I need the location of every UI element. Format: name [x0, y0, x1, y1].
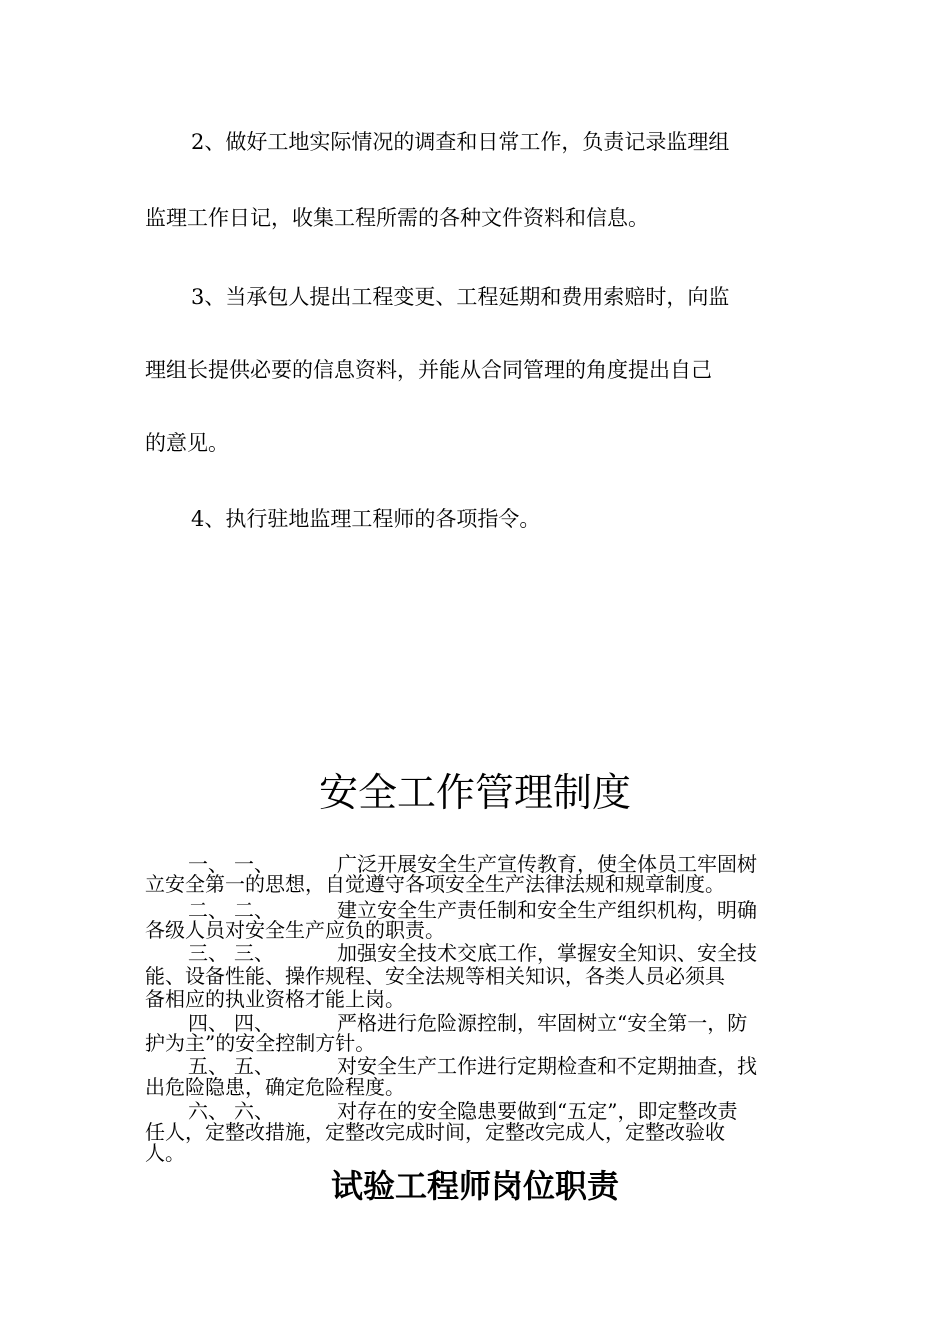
- safety-item-4-marker-repeat: 四、: [234, 1011, 274, 1035]
- safety-item-5-text: 对安全生产工作进行定期检查和不定期抽查，找: [337, 1054, 757, 1078]
- safety-item-5-marker: 五、: [188, 1054, 228, 1078]
- safety-item-4-text: 严格进行危险源控制，牢固树立“安全第一，防: [337, 1011, 748, 1035]
- safety-section-title: 安全工作管理制度: [318, 771, 631, 816]
- safety-item-6-marker-repeat: 六、: [234, 1099, 274, 1123]
- safety-item-4-line-2: 护为主”的安全控制方针。: [145, 1031, 376, 1055]
- safety-item-6-first-line: [188, 1099, 738, 1123]
- safety-item-6-marker: 六、: [188, 1099, 228, 1123]
- safety-item-2-marker: 二、: [188, 898, 228, 922]
- duty-item-3-line-3: 的意见。: [145, 431, 229, 455]
- safety-item-6-text: 对存在的安全隐患要做到“五定”，即定整改责: [337, 1099, 738, 1123]
- duty-item-2-line-2: 监理工作日记，收集工程所需的各种文件资料和信息。: [145, 206, 649, 230]
- safety-item-1-first-line: [188, 852, 757, 876]
- safety-item-5-first-line: [188, 1054, 757, 1078]
- safety-item-2-marker-repeat: 二、: [234, 898, 274, 922]
- safety-item-3-text: 加强安全技术交底工作，掌握安全知识、安全技: [337, 941, 757, 965]
- safety-item-1-marker-repeat: 一、: [234, 852, 274, 876]
- test-engineer-section-title: 试验工程师岗位职责: [330, 1167, 619, 1205]
- safety-item-4-first-line: [188, 1011, 748, 1035]
- safety-item-3-marker-repeat: 三、: [234, 941, 274, 965]
- safety-item-6-line-2: 任人，定整改措施，定整改完成时间，定整改完成人，定整改验收: [145, 1120, 725, 1144]
- safety-item-3-marker: 三、: [188, 941, 228, 965]
- safety-item-3-line-3: 备相应的执业资格才能上岗。: [145, 987, 405, 1011]
- safety-item-1-text: 广泛开展安全生产宣传教育，使全体员工牢固树: [337, 852, 757, 876]
- safety-item-1-marker: 一、: [188, 852, 228, 876]
- safety-item-2-text: 建立安全生产责任制和安全生产组织机构，明确: [337, 898, 757, 922]
- safety-item-2-first-line: [188, 898, 757, 922]
- safety-item-2-line-2: 各级人员对安全生产应负的职责。: [145, 918, 445, 942]
- safety-item-5-line-2: 出危险隐患，确定危险程度。: [145, 1075, 405, 1099]
- duty-item-3-line-2: 理组长提供必要的信息资料，并能从合同管理的角度提出自己: [145, 358, 712, 382]
- duty-item-2-line-1: 2、做好工地实际情况的调查和日常工作，负责记录监理组: [191, 130, 730, 154]
- safety-item-3-first-line: [188, 941, 757, 965]
- duty-item-3-line-1: 3、当承包人提出工程变更、工程延期和费用索赔时，向监: [191, 285, 730, 309]
- safety-item-3-line-2: 能、设备性能、操作规程、安全法规等相关知识，各类人员必须具: [145, 964, 725, 988]
- duty-item-4-line-1: 4、执行驻地监理工程师的各项指令。: [191, 507, 541, 531]
- safety-item-4-marker: 四、: [188, 1011, 228, 1035]
- safety-item-1-line-2: 立安全第一的思想，自觉遵守各项安全生产法律法规和规章制度。: [145, 872, 725, 896]
- safety-item-6-line-3: 人。: [145, 1141, 185, 1165]
- safety-item-5-marker-repeat: 五、: [234, 1054, 274, 1078]
